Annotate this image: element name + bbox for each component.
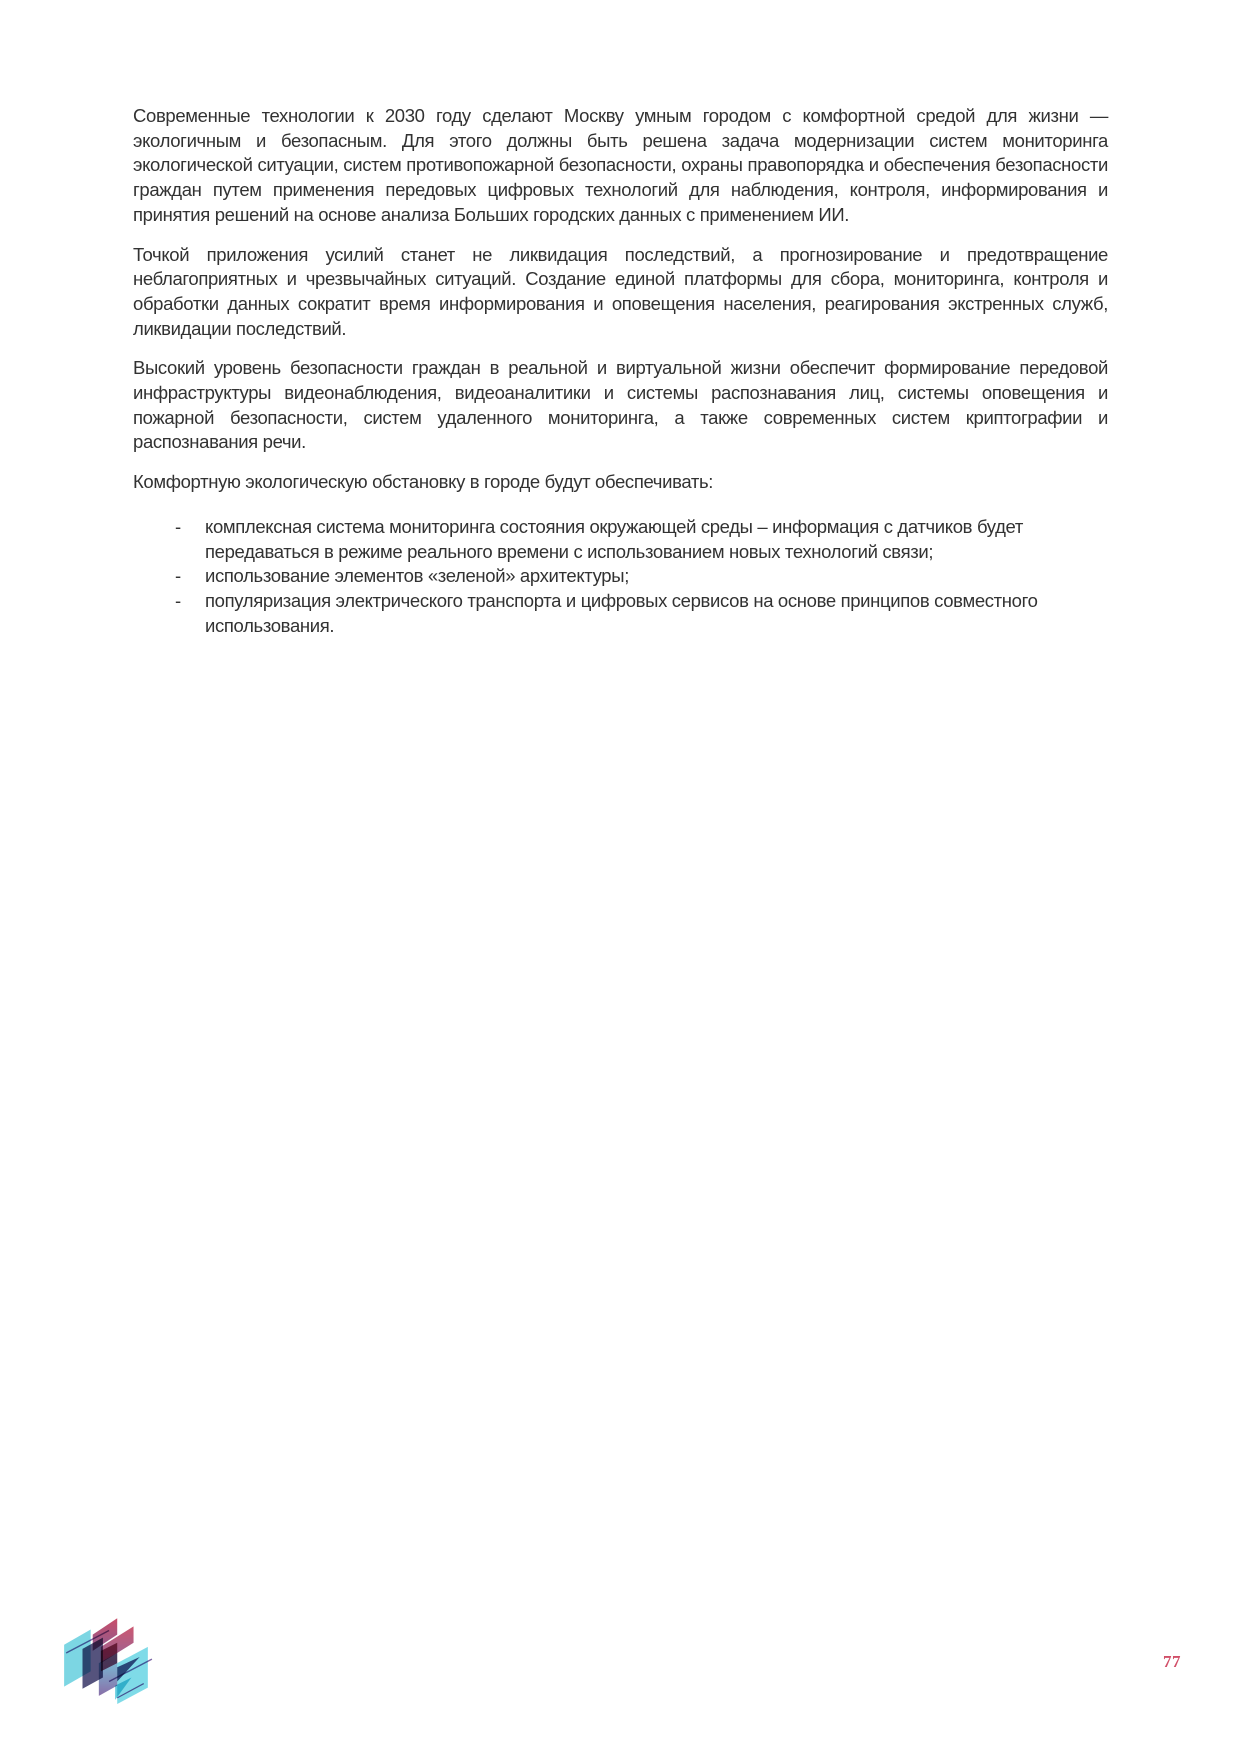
bullet-marker: - bbox=[175, 565, 181, 587]
list-item bbox=[133, 515, 1108, 564]
bullet-text: популяризация электрического транспорта и цифровых сервисов на основе принципов совместного использования. bbox=[205, 589, 1038, 636]
bullet-list bbox=[133, 515, 1108, 639]
list-item bbox=[133, 564, 1108, 589]
paragraph: Современные технологии к 2030 году сделают Москву умным городом с комфортной средой для жизни — экологичным и безопасным. Для этого должны быть решена задача модернизации систем мониторинга экологической ситуации, систем противопожарной безопасности, охраны правопорядка и обеспечения безопасности граждан путем применения передовых цифровых технологий для наблюдения, контроля, информирования и принятия решений на основе анализа Больших городских данных с применением ИИ. bbox=[133, 105, 1108, 225]
paragraph: Высокий уровень безопасности граждан в реальной и виртуальной жизни обеспечит формирование передовой инфраструктуры видеонаблюдения, видеоаналитики и системы распознавания лиц, системы оповещения и пожарной безопасности, систем удаленного мониторинга, а также современных систем криптографии и распознавания речи. bbox=[133, 357, 1108, 453]
list-item bbox=[133, 589, 1108, 638]
text-body bbox=[133, 104, 1108, 638]
paragraph: Точкой приложения усилий станет не ликвидация последствий, а прогнозирование и предотвращение неблагоприятных и чрезвычайных ситуаций. Создание единой платформы для сбора, мониторинга, контроля и обработки данных сократит время информирования и оповещения населения, реагирования экстренных служб, ликвидации последствий. bbox=[133, 243, 1108, 339]
bullet-marker: - bbox=[175, 589, 181, 611]
company-logo-icon bbox=[58, 1606, 156, 1704]
bullet-text: использование элементов «зеленой» архитектуры; bbox=[205, 565, 629, 587]
bullet-text: комплексная система мониторинга состояния окружающей среды – информация с датчиков будет передаваться в режиме реального времени с использованием новых технологий связи; bbox=[205, 515, 1023, 562]
page-number: 77 bbox=[1163, 1652, 1181, 1671]
list-intro: Комфортную экологическую обстановку в городе будут обеспечивать: bbox=[133, 471, 714, 493]
bullet-marker: - bbox=[175, 515, 181, 537]
